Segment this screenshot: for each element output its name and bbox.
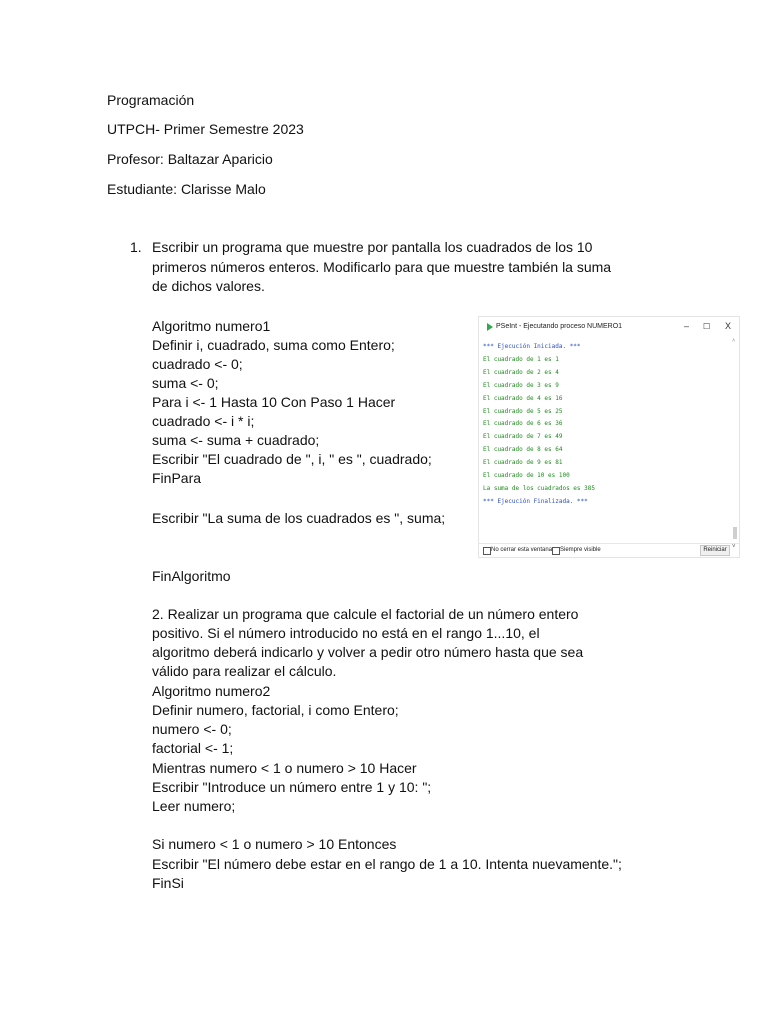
- professor-line: Profesor: Baltazar Aparicio: [107, 151, 273, 167]
- code-line: Para i <- 1 Hasta 10 Con Paso 1 Hacer: [152, 394, 396, 410]
- code-line: Leer numero;: [152, 798, 236, 814]
- scroll-down-icon[interactable]: ˅: [732, 544, 736, 550]
- keep-open-label: No cerrar esta ventana: [491, 547, 553, 553]
- maximize-button[interactable]: ☐: [703, 322, 711, 331]
- console-line: El cuadrado de 4 es 16: [483, 394, 563, 402]
- always-visible-checkbox[interactable]: [552, 547, 560, 555]
- exercise1-statement-line: Escribir un programa que muestre por pantalla los cuadrados de los 10: [152, 239, 593, 255]
- console-line: El cuadrado de 8 es 64: [483, 446, 563, 454]
- keep-open-checkbox[interactable]: [483, 547, 491, 555]
- exercise2-statement-line: válido para realizar el cálculo.: [152, 663, 337, 679]
- code-line: cuadrado <- 0;: [152, 356, 243, 372]
- window-title-bar: [479, 317, 739, 337]
- code-line: Mientras numero < 1 o numero > 10 Hacer: [152, 760, 417, 776]
- code-line: Escribir "El número debe estar en el rango de 1 a 10. Intenta nuevamente.";: [152, 856, 622, 872]
- code-line: suma <- suma + cuadrado;: [152, 432, 320, 448]
- exercise1-statement-line: de dichos valores.: [152, 278, 265, 294]
- student-line: Estudiante: Clarisse Malo: [107, 181, 266, 197]
- console-output: [483, 341, 729, 541]
- pseint-play-icon: [487, 323, 493, 331]
- console-line: El cuadrado de 1 es 1: [483, 355, 559, 363]
- window-footer: [479, 543, 739, 558]
- exercise2-statement-line: algoritmo deberá indicarlo y volver a pedir otro número hasta que sea: [152, 644, 584, 660]
- code-line: FinAlgoritmo: [152, 568, 231, 584]
- code-line: Escribir "Introduce un número entre 1 y 10: ";: [152, 779, 432, 795]
- code-line: Definir i, cuadrado, suma como Entero;: [152, 337, 395, 353]
- close-button[interactable]: X: [725, 321, 732, 331]
- code-line: FinPara: [152, 470, 202, 486]
- code-line: Escribir "El cuadrado de ", i, " es ", cuadrado;: [152, 451, 432, 467]
- console-line: El cuadrado de 2 es 4: [483, 368, 559, 376]
- exercise2-statement-line: 2. Realizar un programa que calcule el factorial de un número entero: [152, 606, 579, 622]
- code-line: suma <- 0;: [152, 375, 219, 391]
- console-line: El cuadrado de 5 es 25: [483, 407, 563, 415]
- console-line: *** Ejecución Finalizada. ***: [483, 497, 588, 505]
- exercise2-statement-line: positivo. Si el número introducido no está en el rango 1...10, el: [152, 625, 540, 641]
- code-line: Si numero < 1 o numero > 10 Entonces: [152, 836, 397, 852]
- console-line: El cuadrado de 7 es 49: [483, 433, 563, 441]
- console-line: La suma de los cuadrados es 385: [483, 484, 595, 492]
- minimize-button[interactable]: –: [684, 321, 690, 331]
- exercise1-statement-line: primeros números enteros. Modificarlo para que muestre también la suma: [152, 259, 612, 275]
- code-line: FinSi: [152, 875, 184, 891]
- reset-button[interactable]: Reiniciar: [700, 545, 730, 556]
- scroll-up-icon[interactable]: ˄: [732, 337, 736, 344]
- subject-line: Programación: [107, 92, 195, 108]
- pseint-console-window: [478, 316, 740, 558]
- console-line: El cuadrado de 9 es 81: [483, 459, 563, 467]
- code-line: Algoritmo numero2: [152, 683, 271, 699]
- console-line: *** Ejecución Iniciada. ***: [483, 343, 581, 350]
- scrollbar-thumb[interactable]: [733, 527, 737, 539]
- exercise1-number: 1.: [130, 239, 142, 255]
- console-scrollbar[interactable]: [731, 337, 739, 541]
- code-line: Escribir "La suma de los cuadrados es ", suma;: [152, 510, 446, 526]
- console-line: El cuadrado de 6 es 36: [483, 420, 563, 428]
- code-line: factorial <- 1;: [152, 740, 234, 756]
- window-title: PSeInt - Ejecutando proceso NUMERO1: [496, 323, 623, 330]
- console-line: El cuadrado de 3 es 9: [483, 381, 559, 389]
- code-line: Algoritmo numero1: [152, 318, 271, 334]
- console-line: El cuadrado de 10 es 100: [483, 472, 570, 480]
- university-line: UTPCH- Primer Semestre 2023: [107, 121, 304, 137]
- code-line: cuadrado <- i * i;: [152, 413, 255, 429]
- always-visible-label: Siempre visible: [560, 547, 601, 553]
- code-line: Definir numero, factorial, i como Entero;: [152, 702, 399, 718]
- code-line: numero <- 0;: [152, 721, 232, 737]
